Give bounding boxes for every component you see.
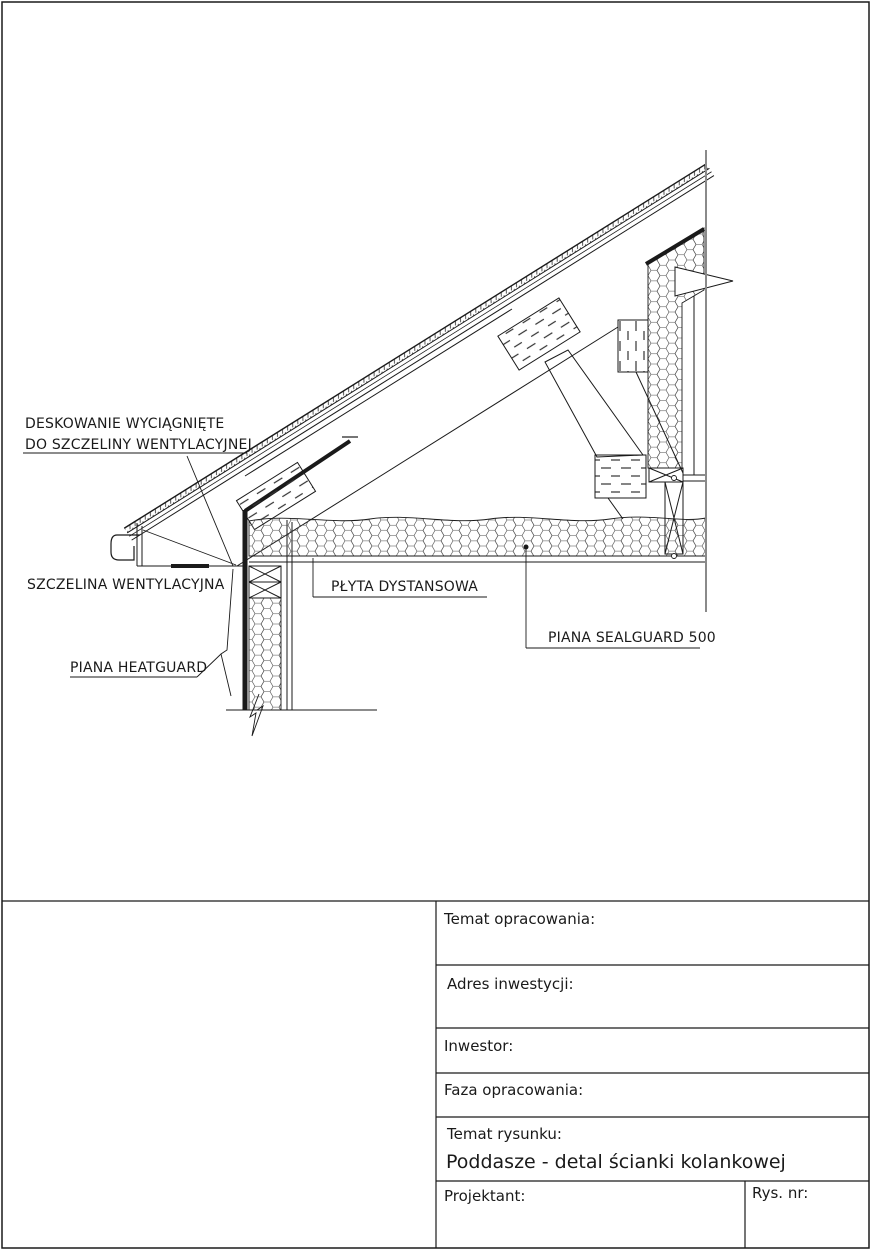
titleblock-drawing-number-label: Rys. nr: bbox=[752, 1184, 809, 1202]
titleblock-investor-label: Inwestor: bbox=[444, 1037, 514, 1055]
ceiling-foam-band bbox=[249, 517, 706, 556]
roof-foam bbox=[648, 228, 704, 468]
titleblock-phase-label: Faza opracowania: bbox=[444, 1081, 584, 1099]
titleblock-designer-label: Projektant: bbox=[444, 1187, 526, 1205]
titleblock-drawing-topic-label: Temat rysunku: bbox=[447, 1125, 562, 1143]
titleblock-address-label: Adres inwestycji: bbox=[447, 975, 574, 993]
drawing-title: Poddasze - detal ścianki kolankowej bbox=[446, 1151, 786, 1173]
titleblock-topic-label: Temat opracowania: bbox=[444, 910, 596, 928]
title-block bbox=[2, 901, 869, 1248]
label-heatguard-foam: PIANA HEATGUARD bbox=[70, 660, 208, 676]
timber-beam-block bbox=[595, 455, 646, 498]
timber-purlin-block bbox=[498, 298, 580, 370]
roof-foam-assembly bbox=[646, 228, 733, 559]
label-boarding-line1: DESKOWANIE WYCIĄGNIĘTE bbox=[25, 416, 225, 432]
boarding-line bbox=[245, 309, 512, 476]
label-ventilation-gap: SZCZELINA WENTYLACYJNA bbox=[27, 577, 225, 593]
label-spacer-board: PŁYTA DYSTANSOWA bbox=[331, 579, 479, 595]
gutter-profile bbox=[111, 535, 140, 560]
kneewall-foam bbox=[249, 598, 281, 710]
label-boarding-line2: DO SZCZELINY WENTYLACYJNEJ bbox=[25, 437, 252, 453]
timber-post-block bbox=[618, 320, 648, 372]
label-sealguard-foam: PIANA SEALGUARD 500 bbox=[548, 630, 716, 646]
